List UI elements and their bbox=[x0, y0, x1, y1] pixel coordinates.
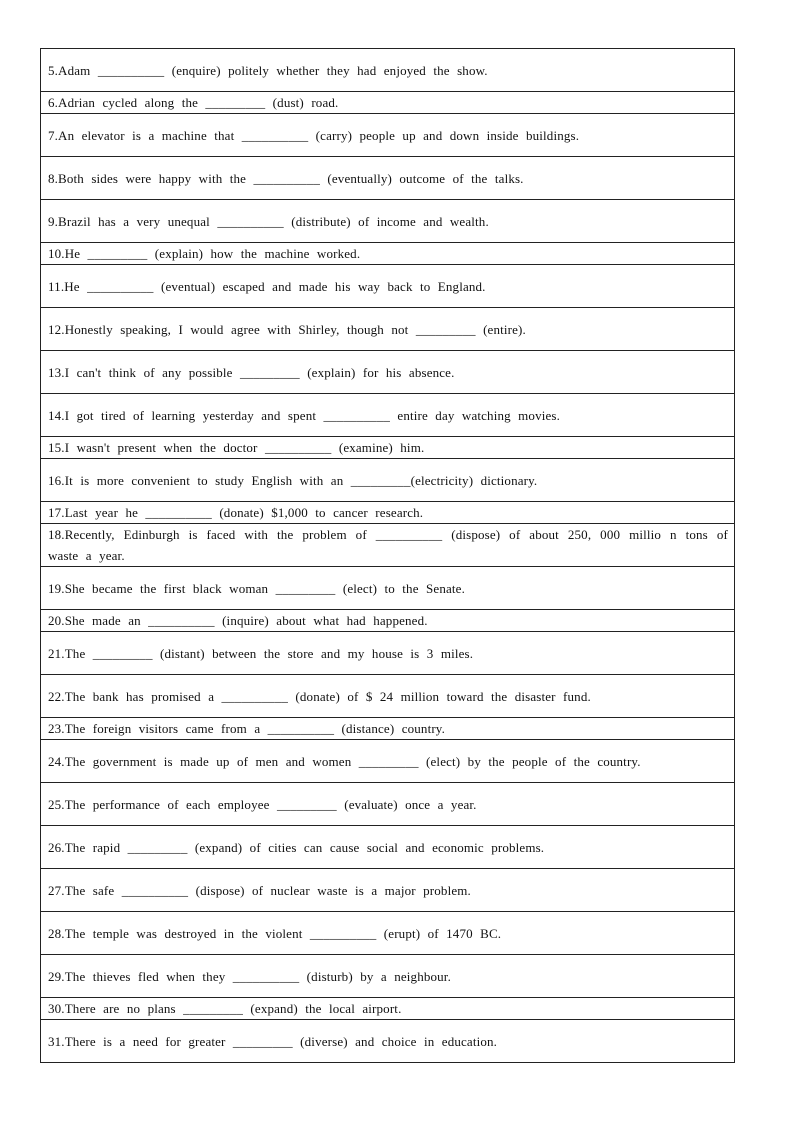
table-row bbox=[41, 49, 735, 92]
question-cell: 29.The thieves fled when they __________ (disturb) by a neighbour. bbox=[41, 955, 735, 998]
question-cell: 17.Last year he __________ (donate) $1,000 to cancer research. bbox=[41, 502, 735, 524]
exercise-table bbox=[40, 48, 735, 1063]
question-cell: 25.The performance of each employee _________ (evaluate) once a year. bbox=[41, 783, 735, 826]
table-row bbox=[41, 740, 735, 783]
table-row bbox=[41, 265, 735, 308]
question-cell: 19.She became the first black woman _________ (elect) to the Senate. bbox=[41, 567, 735, 610]
table-row bbox=[41, 567, 735, 610]
question-cell: 21.The _________ (distant) between the store and my house is 3 miles. bbox=[41, 632, 735, 675]
question-cell: 26.The rapid _________ (expand) of cities can cause social and economic problems. bbox=[41, 826, 735, 869]
question-cell: 11.He __________ (eventual) escaped and made his way back to England. bbox=[41, 265, 735, 308]
question-cell: 8.Both sides were happy with the __________ (eventually) outcome of the talks. bbox=[41, 157, 735, 200]
question-cell: 27.The safe __________ (dispose) of nuclear waste is a major problem. bbox=[41, 869, 735, 912]
question-cell: 10.He _________ (explain) how the machine worked. bbox=[41, 243, 735, 265]
table-row bbox=[41, 869, 735, 912]
table-row bbox=[41, 200, 735, 243]
table-row bbox=[41, 675, 735, 718]
table-row bbox=[41, 92, 735, 114]
table-row bbox=[41, 912, 735, 955]
question-cell: 18.Recently, Edinburgh is faced with the problem of __________ (dispose) of about 250, 000 millio n tons of waste a year. bbox=[41, 524, 735, 567]
question-cell: 16.It is more convenient to study English with an _________(electricity) dictionary. bbox=[41, 459, 735, 502]
question-cell: 7.An elevator is a machine that __________ (carry) people up and down inside buildings. bbox=[41, 114, 735, 157]
table-row bbox=[41, 157, 735, 200]
question-cell: 14.I got tired of learning yesterday and spent __________ entire day watching movies. bbox=[41, 394, 735, 437]
table-row bbox=[41, 1020, 735, 1063]
table-row bbox=[41, 114, 735, 157]
question-cell: 9.Brazil has a very unequal __________ (distribute) of income and wealth. bbox=[41, 200, 735, 243]
table-row bbox=[41, 998, 735, 1020]
question-cell: 6.Adrian cycled along the _________ (dust) road. bbox=[41, 92, 735, 114]
table-row bbox=[41, 955, 735, 998]
table-row bbox=[41, 783, 735, 826]
table-row bbox=[41, 502, 735, 524]
question-cell: 31.There is a need for greater _________ (diverse) and choice in education. bbox=[41, 1020, 735, 1063]
question-cell: 30.There are no plans _________ (expand) the local airport. bbox=[41, 998, 735, 1020]
question-cell: 12.Honestly speaking, I would agree with Shirley, though not _________ (entire). bbox=[41, 308, 735, 351]
table-row bbox=[41, 308, 735, 351]
question-cell: 28.The temple was destroyed in the violent __________ (erupt) of 1470 BC. bbox=[41, 912, 735, 955]
table-row bbox=[41, 826, 735, 869]
question-cell: 20.She made an __________ (inquire) about what had happened. bbox=[41, 610, 735, 632]
table-row bbox=[41, 351, 735, 394]
table-row bbox=[41, 610, 735, 632]
question-cell: 23.The foreign visitors came from a __________ (distance) country. bbox=[41, 718, 735, 740]
question-cell: 5.Adam __________ (enquire) politely whether they had enjoyed the show. bbox=[41, 49, 735, 92]
question-cell: 13.I can't think of any possible _________ (explain) for his absence. bbox=[41, 351, 735, 394]
table-row bbox=[41, 437, 735, 459]
table-row bbox=[41, 524, 735, 567]
question-cell: 22.The bank has promised a __________ (donate) of $ 24 million toward the disaster fund. bbox=[41, 675, 735, 718]
question-cell: 15.I wasn't present when the doctor __________ (examine) him. bbox=[41, 437, 735, 459]
table-row bbox=[41, 459, 735, 502]
table-row bbox=[41, 718, 735, 740]
table-row bbox=[41, 632, 735, 675]
table-row bbox=[41, 394, 735, 437]
question-cell: 24.The government is made up of men and women _________ (elect) by the people of the country. bbox=[41, 740, 735, 783]
table-row bbox=[41, 243, 735, 265]
